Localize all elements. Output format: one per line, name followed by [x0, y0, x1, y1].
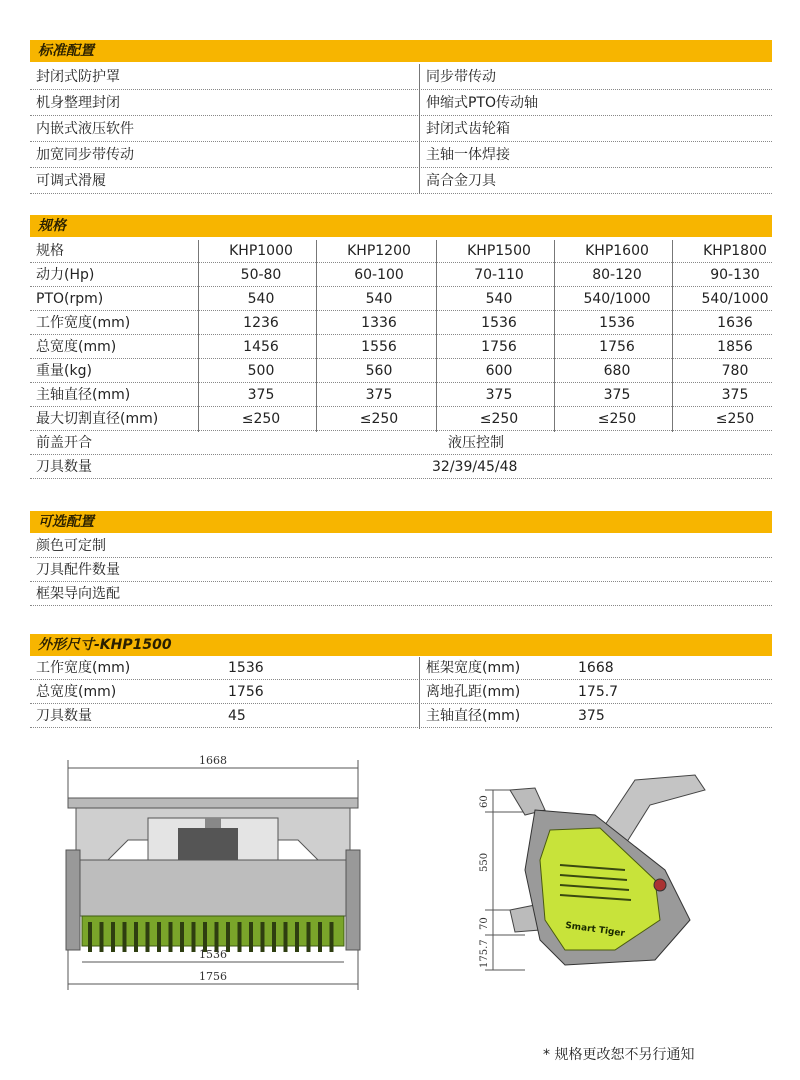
standard-config-item: 伸缩式PTO传动轴	[426, 95, 539, 111]
dimension-value: 375	[578, 708, 605, 724]
standard-config-item: 可调式滑履	[36, 173, 106, 189]
dim-label-height: 550	[479, 852, 490, 872]
blade	[146, 922, 150, 952]
spec-value: 375	[485, 387, 513, 403]
optional-config-item: 框架导向选配	[36, 586, 120, 602]
spec-value: 540	[485, 291, 513, 307]
spec-value: 375	[365, 387, 393, 403]
spec-value: 60-100	[354, 267, 404, 283]
optional-config-item: 刀具配件数量	[36, 562, 120, 578]
specs-header-row	[30, 240, 772, 263]
spec-value: 1536	[599, 315, 635, 331]
blade	[295, 922, 299, 952]
specs-row	[30, 312, 772, 335]
column-divider	[672, 240, 673, 432]
blade	[261, 922, 265, 952]
dimension-label: 刀具数量	[36, 708, 92, 724]
specs-row	[30, 384, 772, 407]
blade	[180, 922, 184, 952]
dimension-value: 1536	[228, 660, 264, 676]
spec-value: 1236	[243, 315, 279, 331]
dimension-label: 框架宽度(mm)	[426, 660, 521, 676]
spec-value: 1536	[481, 315, 517, 331]
spec-value: 540/1000	[701, 291, 769, 307]
standard-config-row	[30, 168, 772, 194]
dimension-label: 工作宽度(mm)	[36, 660, 131, 676]
spec-value: 375	[603, 387, 631, 403]
spec-value: 540	[247, 291, 275, 307]
dimension-label: 主轴直径(mm)	[426, 708, 521, 724]
spec-value: 1756	[481, 339, 517, 355]
spec-value: 540	[365, 291, 393, 307]
spec-value: 375	[721, 387, 749, 403]
spec-value: 50-80	[240, 267, 282, 283]
dimensions-row	[30, 657, 772, 680]
spec-label: 动力(Hp)	[36, 267, 95, 283]
optional-config-header: 可选配置	[30, 511, 772, 533]
optional-config-item: 颜色可定制	[36, 538, 106, 554]
standard-config-row	[30, 116, 772, 142]
standard-config-item: 高合金刀具	[426, 173, 496, 189]
standard-config-item: 同步带传动	[426, 69, 496, 85]
blade	[123, 922, 127, 952]
spec-value: ≤250	[597, 411, 637, 427]
spec-value: 1456	[243, 339, 279, 355]
spec-value: 80-120	[592, 267, 642, 283]
specs-row-blade-count	[30, 456, 772, 479]
brand-text: Smart Tiger	[564, 920, 626, 940]
dim-label-frame-width: 1668	[199, 754, 227, 767]
dimension-value: 45	[228, 708, 246, 724]
blade	[330, 922, 334, 952]
standard-config-row	[30, 142, 772, 168]
spec-value: 680	[603, 363, 631, 379]
spec-value: 1636	[717, 315, 753, 331]
standard-config-row	[30, 64, 772, 90]
spec-value: KHP1200	[347, 243, 411, 259]
standard-config-item: 加宽同步带传动	[36, 147, 134, 163]
dim-label-lower: 70	[479, 917, 490, 930]
spec-label: 总宽度(mm)	[36, 339, 117, 355]
blade	[272, 922, 276, 952]
column-divider	[316, 240, 317, 432]
specs-header: 规格	[30, 215, 772, 237]
specs-row	[30, 360, 772, 383]
standard-config-row	[30, 90, 772, 116]
column-divider	[419, 64, 420, 194]
column-divider	[419, 657, 420, 729]
standard-config-item: 封闭式防护罩	[36, 69, 120, 85]
spec-label: 主轴直径(mm)	[36, 387, 131, 403]
optional-config-row	[30, 535, 772, 558]
optional-config-row	[30, 559, 772, 582]
dim-label-top: 60	[479, 795, 490, 808]
blade	[249, 922, 253, 952]
spec-value: ≤250	[479, 411, 519, 427]
dimensions-header: 外形尺寸-KHP1500	[30, 634, 772, 656]
specs-row-front-cover	[30, 432, 772, 455]
spec-value: 70-110	[474, 267, 524, 283]
dimension-label: 总宽度(mm)	[36, 684, 117, 700]
dimension-value: 175.7	[578, 684, 619, 700]
spec-label: 刀具数量	[36, 459, 92, 475]
dimension-value: 1756	[228, 684, 264, 700]
standard-config-item: 机身整理封闭	[36, 95, 120, 111]
dim-label-total-width: 1756	[199, 970, 227, 983]
spec-value: ≤250	[241, 411, 281, 427]
dimensions-row	[30, 681, 772, 704]
spec-label: 重量(kg)	[36, 363, 92, 379]
spec-label: PTO(rpm)	[36, 291, 104, 307]
spec-value: 1756	[599, 339, 635, 355]
spec-label: 规格	[36, 243, 64, 259]
dimension-label: 离地孔距(mm)	[426, 684, 521, 700]
specs-row	[30, 264, 772, 287]
spec-value: 560	[365, 363, 393, 379]
spec-value: 90-130	[710, 267, 760, 283]
spec-value: 780	[721, 363, 749, 379]
dim-label-ground: 175.7	[479, 939, 490, 968]
specs-row	[30, 288, 772, 311]
blade	[169, 922, 173, 952]
disclaimer-note: * 规格更改恕不另行通知	[543, 1047, 695, 1063]
blade	[111, 922, 115, 952]
column-divider	[198, 240, 199, 432]
column-divider	[436, 240, 437, 432]
spec-value: 500	[247, 363, 275, 379]
blade	[238, 922, 242, 952]
blade	[88, 922, 92, 952]
blade	[192, 922, 196, 952]
spec-label: 前盖开合	[36, 435, 92, 451]
optional-config-row	[30, 583, 772, 606]
spec-value: ≤250	[715, 411, 755, 427]
spec-value: KHP1600	[585, 243, 649, 259]
blade	[100, 922, 104, 952]
blade	[307, 922, 311, 952]
column-divider	[554, 240, 555, 432]
blade	[284, 922, 288, 952]
spec-value: 32/39/45/48	[432, 459, 518, 475]
spec-value: 600	[485, 363, 513, 379]
blade	[318, 922, 322, 952]
side-view-drawing	[465, 770, 725, 990]
spec-label: 最大切割直径(mm)	[36, 411, 159, 427]
spec-value: KHP1500	[467, 243, 531, 259]
spec-value: 375	[247, 387, 275, 403]
blade	[134, 922, 138, 952]
spec-value: KHP1800	[703, 243, 767, 259]
dimension-value: 1668	[578, 660, 614, 676]
standard-config-item: 封闭式齿轮箱	[426, 121, 510, 137]
front-view-drawing	[58, 750, 378, 1000]
specs-row	[30, 408, 772, 431]
dim-label-working-width: 1536	[199, 948, 227, 961]
spec-value: 液压控制	[448, 435, 504, 451]
spec-value: KHP1000	[229, 243, 293, 259]
spec-value: 1856	[717, 339, 753, 355]
spec-value: ≤250	[359, 411, 399, 427]
standard-config-item: 内嵌式液压软件	[36, 121, 134, 137]
specs-row	[30, 336, 772, 359]
standard-config-header: 标准配置	[30, 40, 772, 62]
spec-value: 1336	[361, 315, 397, 331]
dimensions-row	[30, 705, 772, 728]
blade	[157, 922, 161, 952]
spec-label: 工作宽度(mm)	[36, 315, 131, 331]
standard-config-item: 主轴一体焊接	[426, 147, 510, 163]
spec-value: 1556	[361, 339, 397, 355]
spec-value: 540/1000	[583, 291, 651, 307]
